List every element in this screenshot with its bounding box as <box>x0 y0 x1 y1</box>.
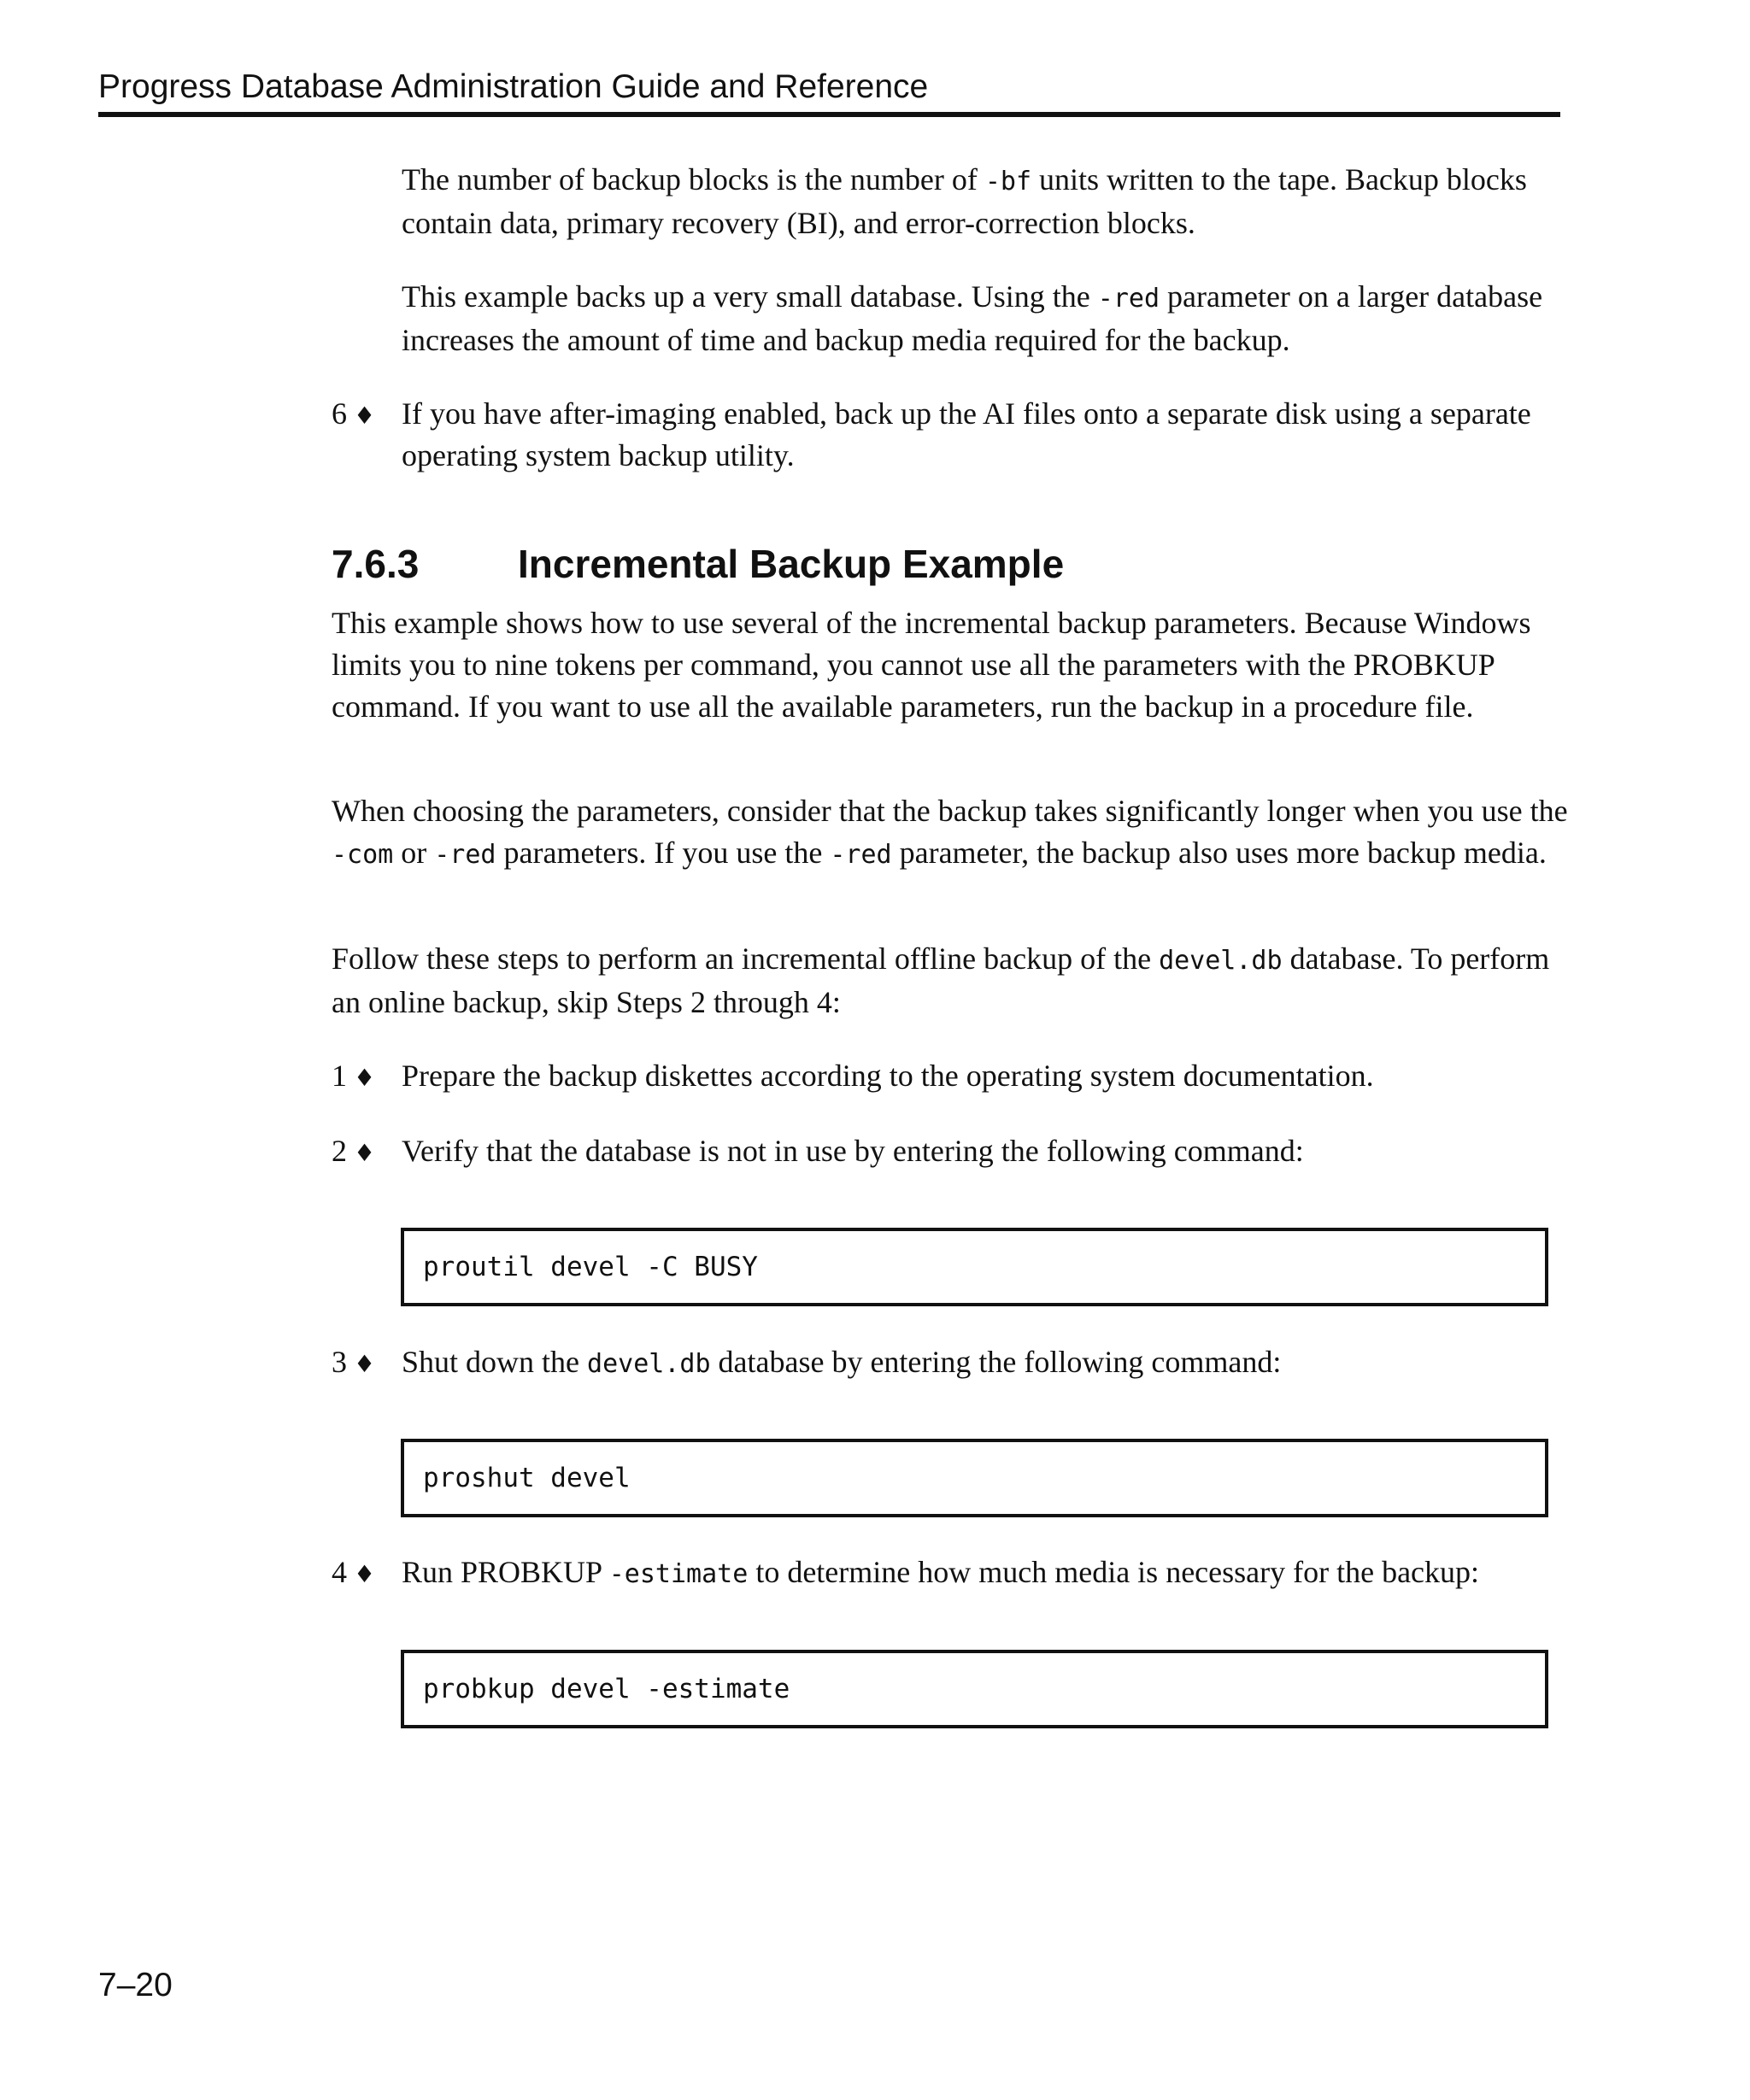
step-2-text: Verify that the database is not in use by entering the following command: <box>402 1134 1304 1168</box>
intro-p2-text-a: This example backs up a very small database. Using the <box>402 279 1098 314</box>
command-box-2 <box>401 1439 1548 1517</box>
diamond-bullet-icon: ♦ <box>354 402 376 430</box>
bf-parameter-code: -bf <box>984 167 1032 197</box>
devel-db-code: devel.db <box>587 1349 711 1379</box>
red-parameter-code-1: -red <box>434 840 496 870</box>
header-rule <box>98 112 1560 117</box>
running-header: Progress Database Administration Guide and Reference <box>98 68 929 105</box>
step-6-text: If you have after-imaging enabled, back up the AI files onto a separate disk using a separate operating system backup utility. <box>402 396 1531 472</box>
section-p2-text-d: parameter, the backup also uses more backup media. <box>891 836 1547 870</box>
command-text-1: proutil devel -C BUSY <box>423 1252 758 1282</box>
step-3-text <box>402 1341 1564 1385</box>
intro-p2-text-b: parameter on a larger database increases the amount of time and backup media required for the backup. <box>402 279 1543 357</box>
step-4-number: 4 <box>332 1555 347 1589</box>
com-parameter-code: -com <box>332 840 394 870</box>
step-1-text: Prepare the backup diskettes according to the operating system documentation. <box>402 1059 1374 1093</box>
section-heading <box>332 540 1065 588</box>
estimate-parameter-code: -estimate <box>608 1559 749 1589</box>
red-parameter-code-2: -red <box>830 840 892 870</box>
step-6-number: 6 <box>332 396 347 431</box>
step-3-text-b: database by entering the following command: <box>710 1345 1282 1379</box>
section-p2-text-b: or <box>393 836 435 870</box>
diamond-bullet-icon: ♦ <box>354 1560 376 1588</box>
intro-p1-text-b: units written to the tape. Backup blocks contain data, primary recovery (BI), and error-correction blocks. <box>402 162 1527 240</box>
step-4-text-b: to determine how much media is necessary for the backup: <box>748 1555 1480 1589</box>
diamond-bullet-icon: ♦ <box>354 1064 376 1092</box>
section-p2-text-c: parameters. If you use the <box>496 836 831 870</box>
step-1-marker <box>332 1055 375 1099</box>
step-3-number: 3 <box>332 1345 347 1379</box>
diamond-bullet-icon: ♦ <box>354 1350 376 1378</box>
command-box-3 <box>401 1650 1548 1728</box>
step-2-number: 2 <box>332 1134 347 1168</box>
step-4-text-a: Run PROBKUP <box>402 1555 609 1589</box>
section-p2-text-a: When choosing the parameters, consider that the backup takes significantly longer when you use the <box>332 794 1568 828</box>
step-6-marker <box>332 393 375 437</box>
intro-paragraph-2 <box>402 276 1564 361</box>
intro-p1-text-a: The number of backup blocks is the number of <box>402 162 985 197</box>
diamond-bullet-icon: ♦ <box>354 1139 376 1167</box>
devel-db-code: devel.db <box>1159 946 1283 976</box>
red-parameter-code: -red <box>1097 284 1160 314</box>
section-p3-text-b: database. To perform an online backup, skip Steps 2 through 4: <box>332 941 1550 1019</box>
step-2-marker <box>332 1130 375 1174</box>
section-p3-text-a: Follow these steps to perform an incremental offline backup of the <box>332 941 1160 976</box>
step-4-text <box>402 1552 1564 1595</box>
command-box-1 <box>401 1228 1548 1306</box>
step-1-number: 1 <box>332 1059 347 1093</box>
section-paragraph-2 <box>332 790 1571 876</box>
intro-paragraph-1 <box>402 159 1564 244</box>
section-paragraph-3 <box>332 938 1571 1024</box>
page-number: 7–20 <box>98 1967 173 2003</box>
section-paragraph-1: This example shows how to use several of the incremental backup parameters. Because Windows limits you to nine tokens per command, you cannot use all the parameters with the PROBKUP command. If you want to use all the available parameters, run the backup in a procedure file. <box>332 606 1531 724</box>
step-4-marker <box>332 1552 375 1595</box>
step-3-marker <box>332 1341 375 1385</box>
command-text-3: probkup devel -estimate <box>423 1674 790 1704</box>
section-number: 7.6.3 <box>332 542 420 586</box>
section-title: Incremental Backup Example <box>518 542 1065 586</box>
step-3-text-a: Shut down the <box>402 1345 588 1379</box>
command-text-2: proshut devel <box>423 1463 631 1493</box>
